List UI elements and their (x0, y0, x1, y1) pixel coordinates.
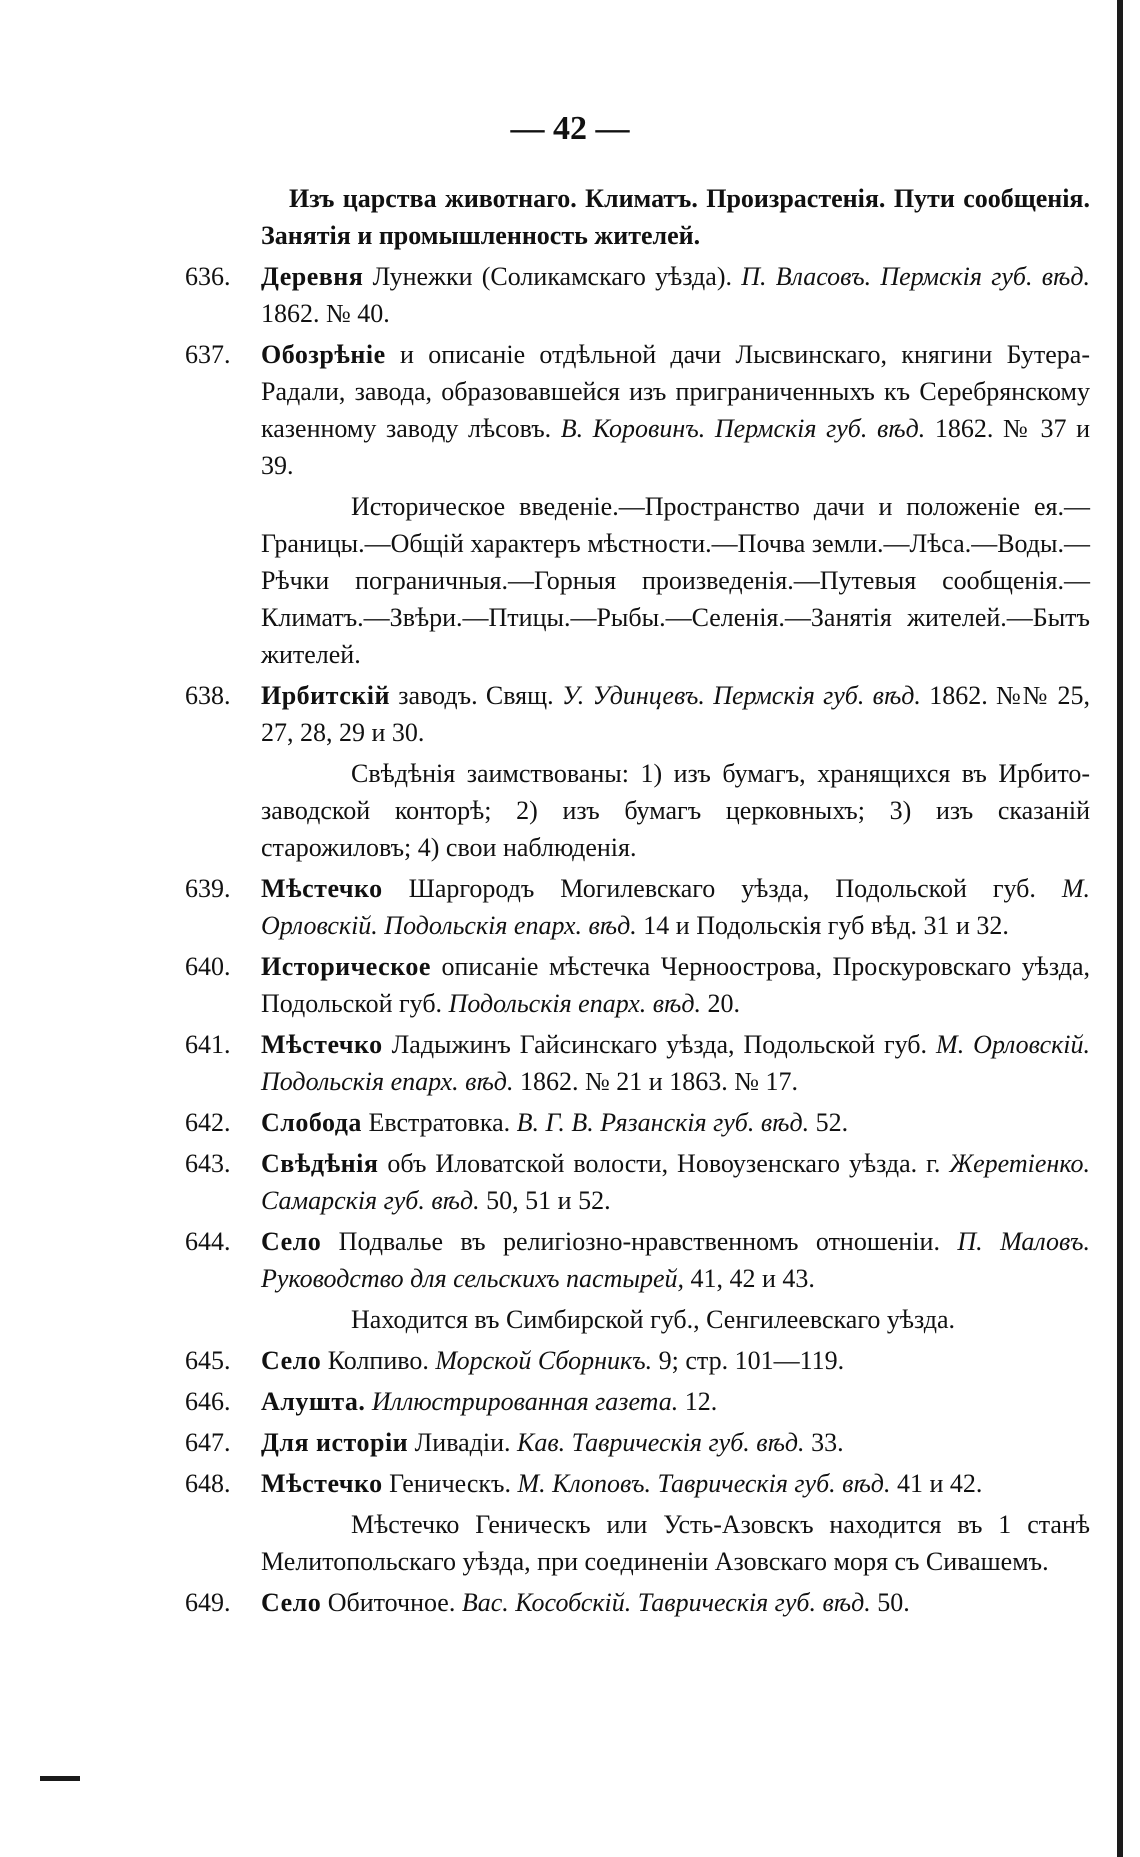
entry-source: М. Клоповъ. Таврическія губ. вѣд. (517, 1469, 891, 1498)
entry-645 (185, 1342, 1090, 1379)
entry-number: 643. (185, 1149, 231, 1178)
entry-source: М. Орловскій. Подольскія епарх. вѣд. (261, 874, 1090, 940)
entry-number: 646. (185, 1387, 231, 1416)
entry-text: Лунежки (Соликамскаго уѣзда). (363, 262, 742, 291)
entry-heading: Свѣдѣнія (261, 1149, 379, 1178)
entry-text: Шаргородъ Могилевскаго уѣзда, Подольской губ. (382, 874, 1062, 903)
entry-issue: 41 и 42. (890, 1469, 983, 1498)
entry-642 (185, 1104, 1090, 1141)
entry-source: В. Коровинъ. Пермскія губ. вѣд. (560, 414, 926, 443)
entry-issue: 41, 42 и 43. (684, 1264, 815, 1293)
entry-number: 640. (185, 952, 231, 981)
entry-text: Подвалье въ религіозно-нравственномъ отношеніи. (321, 1227, 958, 1256)
entry-number: 644. (185, 1227, 231, 1256)
entry-heading: Обозрѣніе (261, 340, 386, 369)
page-number: — 42 — (510, 110, 630, 147)
entry-text: Ладыжинъ Гайсинскаго уѣзда, Подольской губ. (382, 1030, 937, 1059)
entry-text: Обиточное. (321, 1588, 462, 1617)
entry-number: 649. (185, 1588, 231, 1617)
entry-issue: 50. (870, 1588, 910, 1617)
entry-issue: 50, 51 и 52. (479, 1186, 611, 1215)
entry-source: П. Власовъ. Пермскія губ. вѣд. (741, 262, 1090, 291)
entry-text: Ливадіи. (408, 1428, 518, 1457)
entry-text: Геническъ. (382, 1469, 518, 1498)
entry-text: и описаніе отдѣльной дачи Лысвинскаго, княгини Бутера-Радали, завода, образовавшейся изъ приграниченныхъ къ Серебрянскому казенному заводу лѣсовъ. (261, 340, 1090, 443)
entry-638 (185, 677, 1090, 751)
entry-number: 637. (185, 340, 231, 369)
entry-636 (185, 258, 1090, 332)
entry-638-note: Свѣдѣнія заимствованы: 1) изъ бумагъ, хранящихся въ Ирбито-заводской конторѣ; 2) изъ бумагъ церковныхъ; 3) изъ сказаній старожиловъ; 4) свои наблюденія. (261, 759, 1090, 862)
entry-source: Вас. Кособскій. Таврическія губ. вѣд. (461, 1588, 871, 1617)
entry-heading: Ирбитскій (261, 681, 390, 710)
entry-heading: Алушта. (261, 1387, 366, 1416)
entry-issue: 12. (678, 1387, 718, 1416)
entry-647 (185, 1424, 1090, 1461)
entry-issue: 14 и Подольскія губ вѣд. 31 и 32. (636, 911, 1009, 940)
entry-text: объ Иловатской волости, Новоузенскаго уѣзда. г. (378, 1149, 950, 1178)
entry-643 (185, 1145, 1090, 1219)
entry-issue: 20. (701, 989, 741, 1018)
entry-heading: Для исторіи (261, 1428, 409, 1457)
entry-source: П. Маловъ. Руководство для сельскихъ пастырей, (261, 1227, 1091, 1293)
entry-source: Иллюстрированная газета. (371, 1387, 679, 1416)
entry-heading: Мѣстечко (261, 1030, 383, 1059)
entry-heading: Село (261, 1588, 322, 1617)
entry-issue: 1862. №№ 25, 27, 28, 29 и 30. (261, 681, 1090, 747)
entry-issue: 1862. № 40. (261, 299, 390, 328)
entry-heading: Село (261, 1346, 322, 1375)
entry-number: 648. (185, 1469, 231, 1498)
entry-640 (185, 948, 1090, 1022)
entry-648-note: Мѣстечко Геническъ или Усть-Азовскъ находится въ 1 станѣ Мелитопольскаго уѣзда, при соединеніи Азовскаго моря съ Сивашемъ. (261, 1510, 1090, 1576)
entry-text: описаніе мѣстечка Черноострова, Проскуровскаго уѣзда, Подольской губ. (261, 952, 1090, 1018)
entry-source: У. Удинцевъ. Пермскія губ. вѣд. (561, 681, 921, 710)
entry-heading: Историческое (261, 952, 431, 981)
entry-heading: Слобода (261, 1108, 362, 1137)
entry-number: 639. (185, 874, 231, 903)
entry-text: заводъ. Свящ. (389, 681, 562, 710)
text-block (185, 180, 1090, 1625)
entry-number: 645. (185, 1346, 231, 1375)
entry-issue: 9; стр. 101—119. (652, 1346, 845, 1375)
entry-648 (185, 1465, 1090, 1502)
entry-source: Морской Сборникъ. (435, 1346, 653, 1375)
entry-heading: Село (261, 1227, 322, 1256)
continuation-paragraph: Изъ царства животнаго. Климатъ. Произрастенія. Пути сообщенія. Занятія и промышленность жителей. (261, 184, 1090, 250)
entry-source: В. Г. В. Рязанскія губ. вѣд. (516, 1108, 810, 1137)
entry-issue: 33. (804, 1428, 844, 1457)
entry-text: Колпиво. (321, 1346, 436, 1375)
entry-source: Кав. Таврическія губ. вѣд. (517, 1428, 805, 1457)
entry-heading: Мѣстечко (261, 1469, 383, 1498)
entry-source: Подольскія епарх. вѣд. (448, 989, 702, 1018)
entry-text: Евстратовка. (361, 1108, 517, 1137)
page-edge-rule (1117, 0, 1123, 1857)
entry-source: Жеретіенко. Самарскія губ. вѣд. (261, 1149, 1090, 1215)
entry-641 (185, 1026, 1090, 1100)
entry-644-note: Находится въ Симбирской губ., Сенгилеевскаго уѣзда. (351, 1305, 956, 1334)
entry-heading: Деревня (261, 262, 364, 291)
entry-number: 641. (185, 1030, 231, 1059)
entry-heading: Мѣстечко (261, 874, 383, 903)
entry-646 (185, 1383, 1090, 1420)
entry-number: 642. (185, 1108, 231, 1137)
entry-issue: 52. (809, 1108, 849, 1137)
entry-source: М. Орловскій. Подольскія епарх. вѣд. (261, 1030, 1090, 1096)
entry-issue: 1862. № 21 и 1863. № 17. (513, 1067, 798, 1096)
entry-639 (185, 870, 1090, 944)
margin-mark (40, 1776, 80, 1781)
entry-649 (185, 1584, 1090, 1621)
entry-issue: 1862. № 37 и 39. (261, 414, 1090, 480)
entry-number: 647. (185, 1428, 231, 1457)
entry-637-contents: Историческое введеніе.—Пространство дачи и положеніе ея.—Границы.—Общій характеръ мѣстности.—Почва земли.—Лѣса.—Воды.—Рѣчки пограничныя.—Горныя произведенія.—Путевыя сообщенія.—Климатъ.—Звѣри.—Птицы.—Рыбы.—Селенія.—Занятія жителей.—Бытъ жителей. (261, 492, 1090, 669)
entry-number: 638. (185, 681, 231, 710)
entry-number: 636. (185, 262, 231, 291)
entry-644 (185, 1223, 1090, 1297)
entry-637 (185, 336, 1090, 484)
